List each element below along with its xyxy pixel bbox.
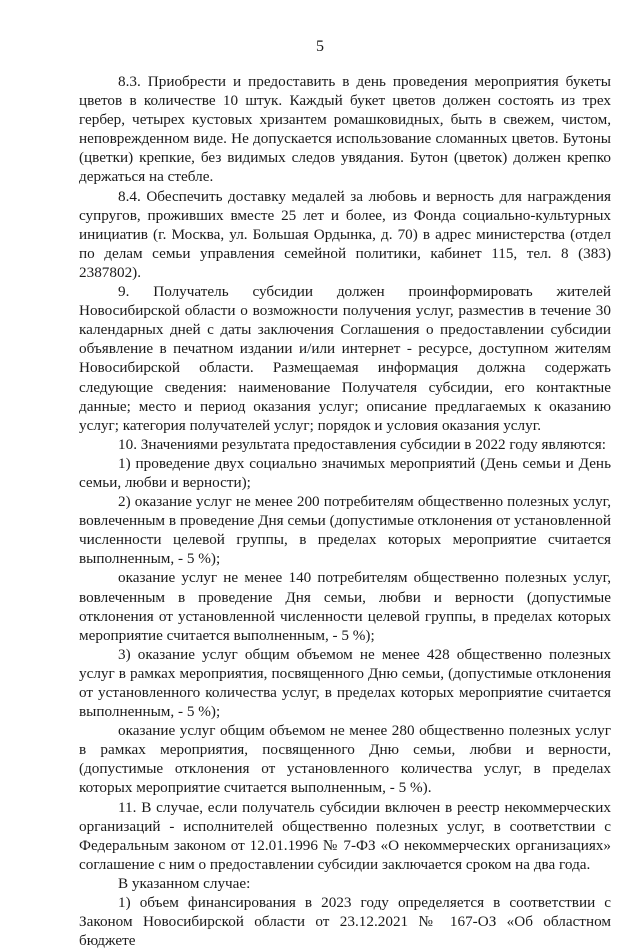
paragraph-10: 10. Значениями результата предоставления субсидии в 2022 году являются: — [118, 435, 606, 453]
paragraph-11-intro: В указанном случае: — [118, 874, 251, 892]
paragraph-10-item-1: 1) проведение двух социально значимых мероприятий (День семьи и День семьи, любви и верности); — [79, 454, 611, 491]
paragraph-11: 11. В случае, если получатель субсидии включен в реестр некоммерческих организаций - исполнителей общественно полезных услуг, в соответствии с Федеральным законом от 12.01.1996 № 7-ФЗ «О некоммерческих организациях» соглашение с ним о предоставлении субсидии заключается сроком на два года. — [79, 798, 611, 873]
paragraph-10-item-2: 2) оказание услуг не менее 200 потребителям общественно полезных услуг, вовлеченным в проведение Дня семьи (допустимые отклонения от установленной численности целевой группы, в пределах которых мероприятие считается выполненным, - 5 %); — [79, 493, 611, 568]
paragraph-10-item-2-cont: оказание услуг не менее 140 потребителям общественно полезных услуг, вовлеченным в проведение Дня семьи, любви и верности (допустимые отклонения от установленной численности целевой группы, в пределах которых мероприятие считается выполненным, - 5 %); — [79, 569, 611, 644]
paragraph-10-item-3-cont: оказание услуг общим объемом не менее 280 общественно полезных услуг в рамках мероприятия, посвященного Дню семьи, любви и верности, (допустимые отклонения от установленного количества услуг, в пределах которых мероприятие считается выполненным, - 5 %). — [79, 722, 611, 797]
document-body — [79, 72, 611, 950]
paragraph-9: 9. Получатель субсидии должен проинформировать жителей Новосибирской области о возможности получения услуг, разместив в течение 30 календарных дней с даты заключения Соглашения о предоставлении субсидии объявление в печатном издании и/или интернет - ресурсе, доступном жителям Новосибирской области. Размещаемая информация должна содержать следующие сведения: наименование Получателя субсидии, его контактные данные; место и период оказания услуг; описание предлагаемых к оказанию услуг; категория получателей услуг; порядок и условия оказания услуг. — [79, 283, 611, 434]
paragraph-8-4: 8.4. Обеспечить доставку медалей за любовь и верность для награждения супругов, проживших вместе 25 лет и более, из Фонда социально-культурных инициатив (г. Москва, ул. Большая Ордынка, д. 70) в адрес министерства (отдел по делам семьи управления семейной политики, кабинет 115, тел. 8 (383) 2387802). — [79, 187, 611, 281]
paragraph-8-3: 8.3. Приобрести и предоставить в день проведения мероприятия букеты цветов в количестве 10 штук. Каждый букет цветов должен состоять из трех гербер, четырех кустовых хризантем ромашковидных, быть в свежем, чистом, неповрежденном виде. Не допускается использование сломанных цветов. Бутоны (цветки) крепкие, без видимых следов увядания. Бутон (цветок) должен крепко держаться на стебле. — [79, 73, 611, 186]
paragraph-11-item-1: 1) объем финансирования в 2023 году определяется в соответствии с Законом Новосибирской области от 23.12.2021 № 167-ОЗ «Об областном бюджете — [79, 894, 611, 950]
page-number: 5 — [316, 38, 324, 55]
paragraph-10-item-3: 3) оказание услуг общим объемом не менее 428 общественно полезных услуг в рамках мероприятия, посвященного Дню семьи, (допустимые отклонения от установленного количества услуг, в пределах которых мероприятие считается выполненным, - 5 %); — [79, 645, 611, 721]
